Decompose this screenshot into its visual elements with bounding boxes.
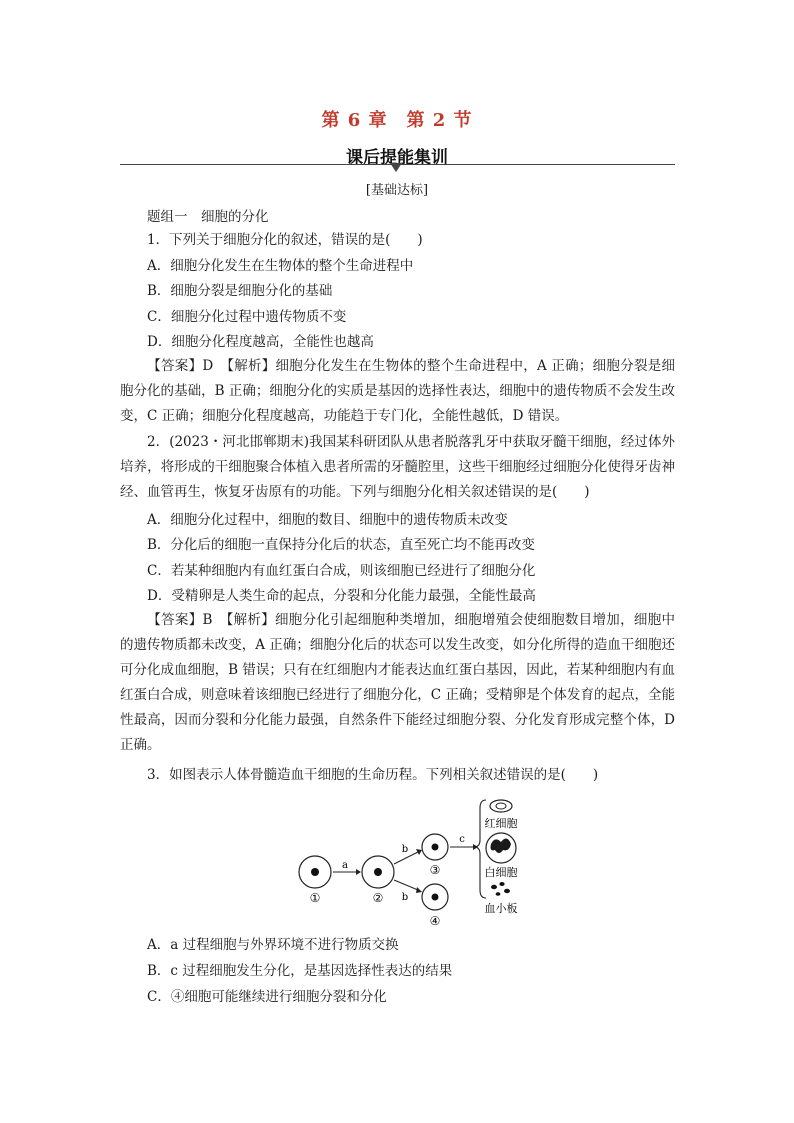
q3-stem: 3．如图表示人体骨髓造血干细胞的生命历程。下列相关叙述错误的是( ): [147, 767, 599, 783]
arrow-a-label: a: [342, 860, 348, 871]
q2-option-c: C．若某种细胞内有血红蛋白合成，则该细胞已经进行了细胞分化: [147, 563, 536, 579]
page-subtitle: 课后提能集训: [346, 148, 448, 168]
cell-4: [422, 884, 448, 910]
cell-1: [299, 856, 331, 888]
platelet-label: 血小板: [484, 902, 518, 915]
platelets-icon: [491, 882, 510, 896]
white-blood-cell-icon: [486, 833, 516, 863]
hematopoiesis-diagram: [290, 790, 530, 930]
arrow-c-label: c: [459, 834, 465, 845]
q1-stem: 1．下列关于细胞分化的叙述，错误的是( ): [147, 232, 423, 248]
cell-2: [362, 856, 394, 888]
q1-option-d: D．细胞分化程度越高，全能性也越高: [147, 334, 374, 350]
q2-option-a: A．细胞分化过程中，细胞的数目、细胞中的遗传物质未改变: [147, 512, 508, 528]
cell-3: [422, 834, 448, 860]
q1-option-c: C．细胞分化过程中遗传物质不变: [147, 309, 347, 325]
q1-answer: [120, 354, 675, 429]
q3-option-a: A．a 过程细胞与外界环境不进行物质交换: [147, 937, 399, 953]
rbc-label: 红细胞: [484, 817, 518, 830]
wbc-label: 白细胞: [484, 866, 518, 879]
q1-answer-text: 【答案】D 【解析】细胞分化发生在生物体的整个生命进程中，A 正确；细胞分裂是细胞分化的基础，B 正确；细胞分化的实质是基因的选择性表达，细胞中的遗传物质不会发生改变，C 正确；细胞分化程度越高，功能趋于专门化，全能性越低，D 错误。: [120, 358, 675, 424]
q1-option-b: B．细胞分裂是细胞分化的基础: [147, 283, 333, 299]
q3-option-c: C．④细胞可能继续进行细胞分裂和分化: [147, 989, 387, 1005]
red-blood-cell-icon: [490, 800, 512, 812]
q2-option-d: D．受精卵是人类生命的起点，分裂和分化能力最强，全能性最高: [147, 588, 536, 604]
group-title: 题组一 细胞的分化: [147, 209, 269, 225]
arrow-b-up-label: b: [401, 844, 409, 855]
q1-option-a: A．细胞分化发生在生物体的整个生命进程中: [147, 258, 414, 274]
q2-answer-text: 【答案】B 【解析】细胞分化引起细胞种类增加，细胞增殖会使细胞数目增加，细胞中的遗传物质都未改变，A 正确；细胞分化后的状态可以发生改变，如分化所得的造血干细胞还可分化成血细胞，B 错误；只有在红细胞内才能表达血红蛋白基因，因此，若某种细胞内有血红蛋白合成，则意味着该细胞已经进行了细胞分化，C 正确；受精卵是个体发育的起点，全能性最高，因而分裂和分化能力最强，自然条件下能经过细胞分裂、分化发育形成完整个体，D 正确。: [120, 612, 675, 753]
q2-answer: [120, 608, 675, 758]
q2-option-b: B．分化后的细胞一直保持分化后的状态，直至死亡均不能再改变: [147, 537, 535, 553]
q2-stem: [120, 430, 675, 505]
cell-1-label: ①: [309, 891, 321, 905]
q2-stem-text: 2．(2023・河北邯郸期末)我国某科研团队从患者脱落乳牙中获取牙髓干细胞，经过体外培养，将形成的干细胞聚合体植入患者所需的牙髓腔里，这些干细胞经过细胞分化使得牙齿神经、血管再生，恢复牙齿原有的功能。下列与细胞分化相关叙述错误的是( ): [120, 434, 675, 500]
q3-option-b: B．c 过程细胞发生分化，是基因选择性表达的结果: [147, 963, 453, 979]
section-heading: [基础达标]: [365, 183, 429, 198]
arrow-b-down-label: b: [401, 892, 409, 903]
divider-arrow-icon: [390, 163, 402, 172]
cell-2-label: ②: [372, 891, 384, 905]
cell-3-label: ③: [429, 863, 441, 877]
cell-4-label: ④: [429, 914, 441, 928]
chapter-title: 第 6 章 第 2 节: [321, 110, 473, 131]
